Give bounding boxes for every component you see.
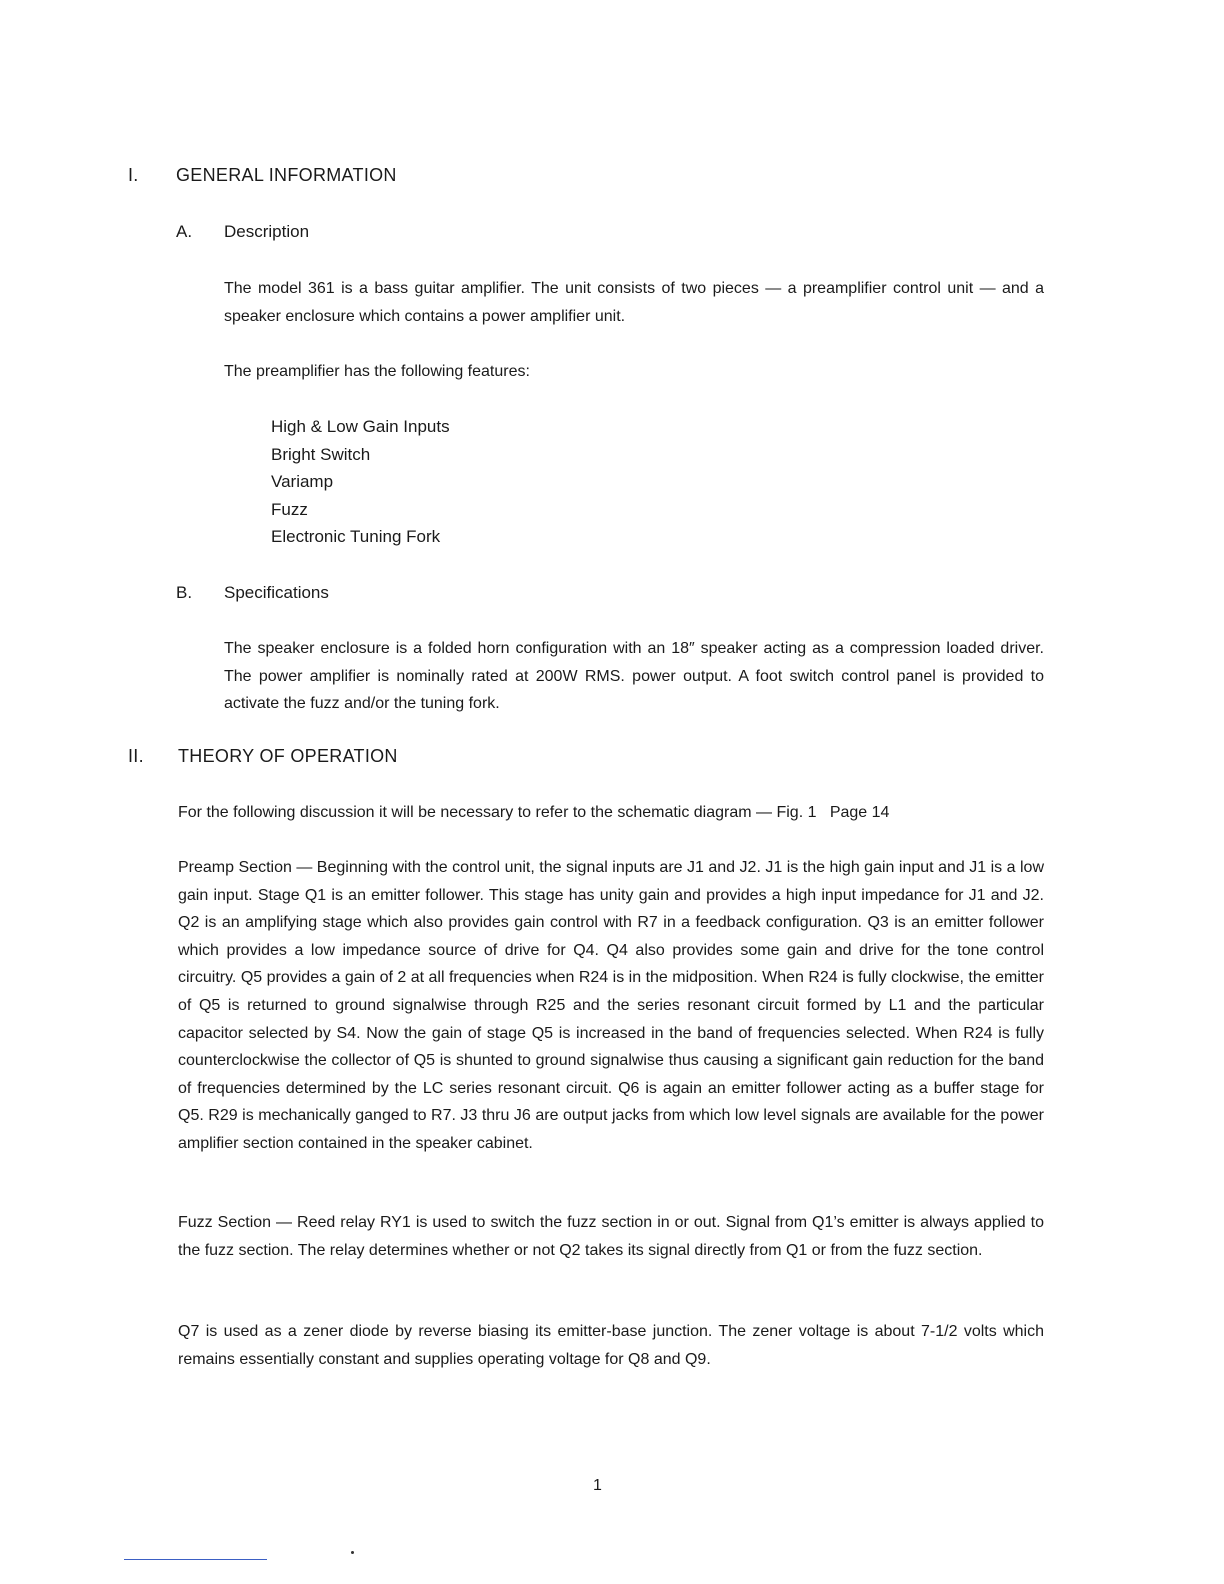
specifications-paragraph: The speaker enclosure is a folded horn configuration with an 18″ speaker acting as a compression loaded driver. The power amplifier is nominally rated at 200W RMS. power output. A foot switch control panel is provided to activate the fuzz and/or the tuning fork.	[224, 640, 1044, 713]
q7-paragraph: Q7 is used as a zener diode by reverse biasing its emitter-base junction. The zener voltage is about 7-1/2 volts which remains essentially constant and supplies operating voltage for Q8 and Q9.	[178, 1323, 1044, 1368]
description-paragraph: The model 361 is a bass guitar amplifier. The unit consists of two pieces — a preamplifier control unit — and a speaker enclosure which contains a power amplifier unit.	[224, 280, 1044, 325]
subsection-b-letter: B.	[176, 583, 193, 602]
footer-rule	[124, 1559, 267, 1560]
feature-item: Bright Switch	[271, 444, 371, 464]
section-1-number: I.	[128, 165, 139, 185]
feature-item: High & Low Gain Inputs	[271, 417, 450, 436]
feature-item: Electronic Tuning Fork	[271, 527, 441, 547]
feature-item: Variamp	[271, 472, 334, 492]
subsection-a-title: Description	[224, 222, 310, 241]
fuzz-section-paragraph: Fuzz Section — Reed relay RY1 is used to switch the fuzz section in or out. Signal from Q1’s emitter is always applied to the fuzz section. The relay determines whether or not Q2 takes its signal directly from Q1 or from the fuzz section.	[178, 1214, 1044, 1259]
preamp-section-paragraph: Preamp Section — Beginning with the control unit, the signal inputs are J1 and J2. J1 is the high gain input and J1 is a low gain input. Stage Q1 is an emitter follower. This stage has unity gain and provides a high input impedance for J1 and J2. Q2 is an amplifying stage which also provides gain control with R7 in a feedback configuration. Q3 is an emitter follower which provides a low impedance source of drive for Q4. Q4 also provides some gain and drive for the tone control circuitry. Q5 provides a gain of 2 at all frequencies when R24 is in the midposition. When R24 is fully clockwise, the emitter of Q5 is returned to ground signalwise through R25 and the series resonant circuit formed by L1 and the particular capacitor selected by S4. Now the gain of stage Q5 is increased in the band of frequencies selected. When R24 is fully counterclockwise the collector of Q5 is shunted to ground signalwise thus causing a significant gain reduction for the band of frequencies determined by the LC series resonant circuit. Q6 is again an emitter follower acting as a buffer stage for Q5. R29 is mechanically ganged to R7. J3 thru J6 are output jacks from which low level signals are available for the power amplifier section contained in the speaker cabinet.	[178, 859, 1044, 1152]
subsection-a-letter: A.	[176, 222, 193, 241]
features-list	[271, 413, 671, 551]
section-2-title: THEORY OF OPERATION	[178, 746, 398, 766]
page-number: 1	[593, 1477, 602, 1494]
theory-intro: For the following discussion it will be necessary to refer to the schematic diagram — Fig. 1 Page 14	[178, 804, 890, 821]
section-1-title: GENERAL INFORMATION	[176, 165, 397, 185]
section-2-number: II.	[128, 746, 144, 766]
subsection-b-title: Specifications	[224, 583, 329, 602]
feature-item: Fuzz	[271, 499, 308, 519]
features-intro: The preamplifier has the following features:	[224, 363, 530, 380]
scan-speck	[351, 1551, 354, 1554]
